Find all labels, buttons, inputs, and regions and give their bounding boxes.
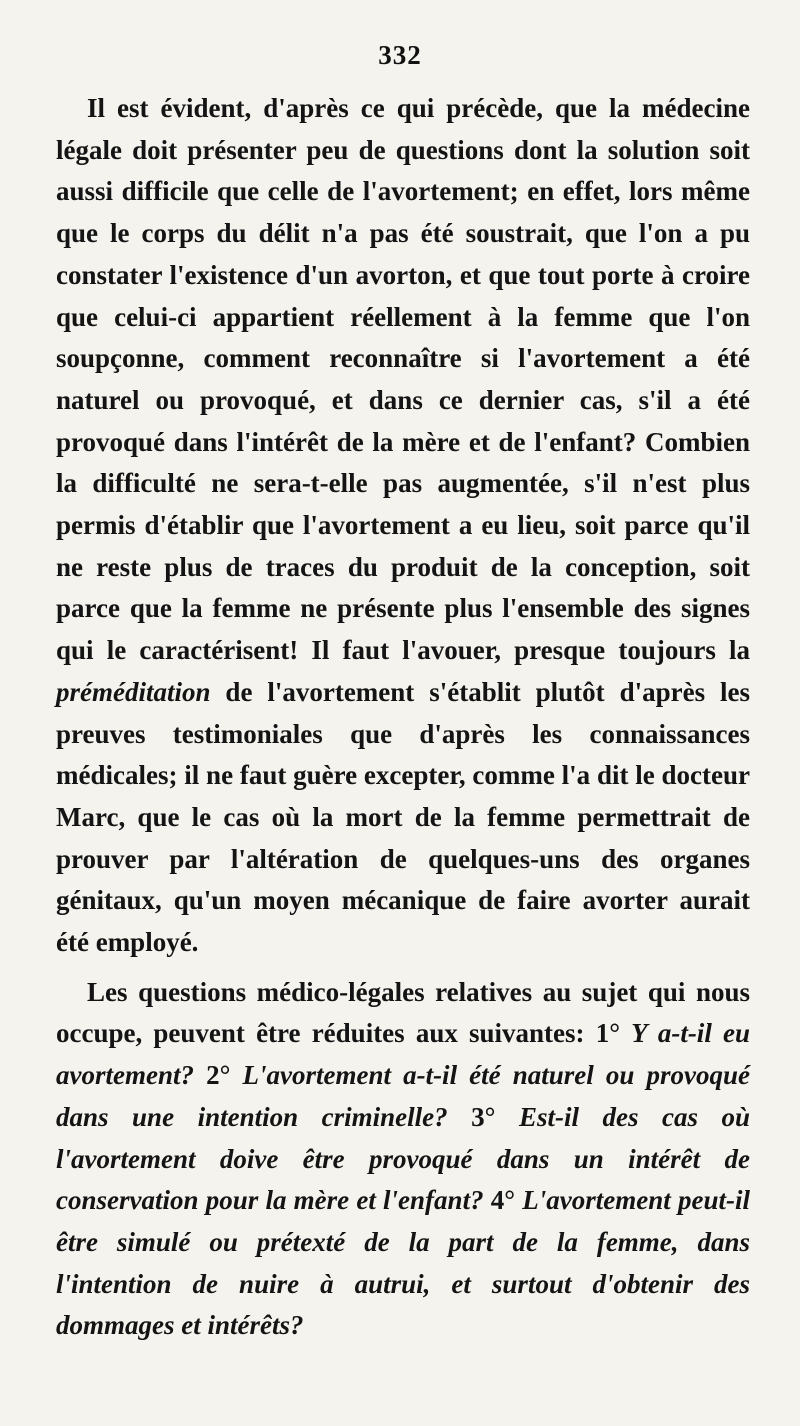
question-1-text: Y a-t-il eu avortement? [56,1018,750,1091]
paragraph-abortion-difficulty [56,88,750,964]
question-4-text: L'avortement peut-il être simulé ou prétexté de la part de la femme, dans l'intention de nuire à autrui, et surtout d'obtenir des dommages et intérêts? [56,1185,750,1341]
body-text [56,88,750,1347]
paragraph-legal-questions [56,972,750,1347]
question-3-text: Est-il des cas où l'avortement doive être provoqué dans un intérêt de conservation pour la mère et l'enfant? [56,1101,750,1216]
paragraph-1-text-start: Il est évident, d'après ce qui précède, que la médecine légale doit présenter peu de questions dont la solution soit aussi difficile que celle de l'avortement; en effet, lors même que le corps du délit n'a pas été soustrait, que l'on a pu constater l'existence d'un avorton, et que tout porte à croire que celui-ci appartient réellement à la femme que l'on soupçonne, comment reconnaître si l'avortement a été naturel ou provoqué, et dans ce dernier cas, s'il a été provoqué dans l'intérêt de la mère et de l'enfant? Combien la difficulté ne sera-t-elle pas augmentée, s'il n'est plus permis d'établir que l'avortement a eu lieu, soit parce qu'il ne reste plus de traces du produit de la conception, soit parce que la femme ne présente plus l'ensemble des signes qui le caractérisent! Il faut l'avouer, presque toujours la [56,93,750,666]
question-2-number: 2° [206,1060,243,1091]
emphasized-word: préméditation [56,676,211,707]
paragraph-1-text-end: de l'avortement s'établit plutôt d'après les preuves testimoniales que d'après les connaissances médicales; il ne faut guère excepter, comme l'a dit le docteur Marc, que le cas où la mort de la femme permettrait de prouver par l'altération de quelques-uns des organes génitaux, qu'un moyen mécanique de faire avorter aurait été employé. [56,676,750,958]
page-number: 332 [378,40,422,70]
question-1-number: 1° [595,1018,632,1049]
paragraph-2-intro: Les questions médico-légales relatives au sujet qui nous occupe, peuvent être réduites aux suivantes: [56,976,750,1049]
question-2-text: L'avortement a-t-il été naturel ou provoqué dans une intention criminelle? [56,1060,750,1132]
question-3-number: 3° [471,1101,519,1132]
question-4-number: 4° [490,1185,523,1216]
